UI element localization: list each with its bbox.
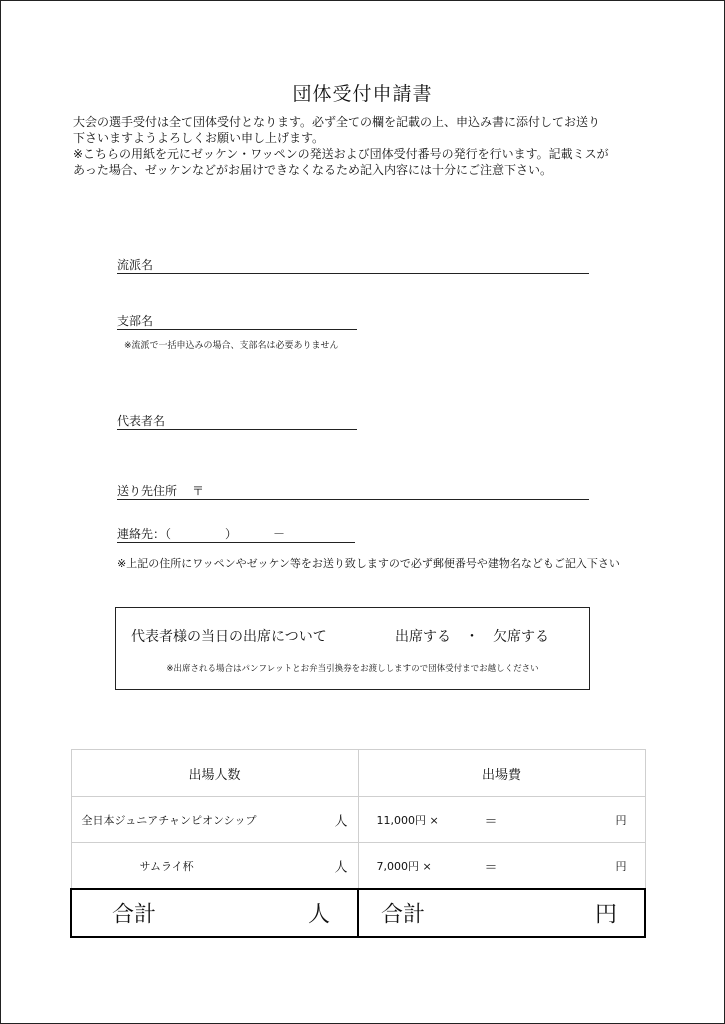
address-note: ※上記の住所にワッペンやゼッケン等をお送り致しますので必ず郵便番号や建物名などもご記入下さい bbox=[117, 557, 620, 570]
attendance-options[interactable]: 出席する ・ 欠席する bbox=[395, 629, 549, 645]
event-name: サムライ杯 bbox=[139, 859, 194, 873]
table-row bbox=[71, 797, 645, 843]
equals-sign: ＝ bbox=[484, 860, 498, 875]
shibu-label: 支部名 bbox=[117, 314, 154, 328]
contact-label: 連絡先：（ bbox=[117, 527, 172, 541]
shibu-field[interactable] bbox=[117, 313, 357, 330]
intro-text bbox=[73, 114, 663, 178]
daihyo-field[interactable] bbox=[117, 413, 357, 430]
intro-line: あった場合、ゼッケンなどがお届けできなくなるため記入内容には十分にご注意下さい。 bbox=[73, 163, 553, 177]
event-fee-cell[interactable] bbox=[358, 843, 645, 890]
event-count-cell[interactable] bbox=[71, 797, 358, 843]
total-unit-left: 人 bbox=[308, 902, 331, 928]
ryuha-field[interactable] bbox=[117, 257, 589, 274]
intro-line: ※こちらの用紙を元にゼッケン・ワッペンの発送および団体受付番号の発行を行います。記載ミスが bbox=[73, 147, 609, 161]
fees-table bbox=[70, 749, 646, 938]
event-price: 7,000円 × bbox=[376, 859, 432, 873]
contact-dash: － bbox=[273, 527, 286, 541]
intro-line: 下さいますようよろしくお願い申し上げます。 bbox=[73, 131, 325, 145]
equals-sign: ＝ bbox=[484, 814, 498, 829]
table-header-row bbox=[71, 750, 645, 797]
event-count-cell[interactable] bbox=[71, 843, 358, 890]
total-unit-right: 円 bbox=[595, 902, 618, 928]
person-unit: 人 bbox=[334, 860, 348, 875]
daihyo-label: 代表者名 bbox=[117, 414, 166, 428]
total-row bbox=[71, 889, 645, 937]
header-count: 出場人数 bbox=[71, 750, 358, 797]
total-count-cell[interactable] bbox=[71, 889, 358, 937]
ryuha-label: 流派名 bbox=[117, 258, 154, 272]
contact-field[interactable] bbox=[117, 526, 355, 543]
address-label: 送り先住所 bbox=[117, 484, 178, 498]
address-field[interactable] bbox=[117, 483, 589, 500]
total-label-right: 合計 bbox=[381, 902, 426, 928]
yen-unit: 円 bbox=[615, 859, 627, 873]
total-fee-cell[interactable] bbox=[358, 889, 645, 937]
header-fee: 出場費 bbox=[358, 750, 645, 797]
attendance-question: 代表者様の当日の出席について bbox=[131, 629, 327, 645]
attendance-box bbox=[115, 607, 590, 690]
contact-paren-close: ） bbox=[225, 527, 238, 541]
intro-line: 大会の選手受付は全て団体受付となります。必ず全ての欄を記載の上、申込み書に添付してお送り bbox=[73, 115, 601, 129]
attendance-note: ※出席される場合はパンフレットとお弁当引換券をお渡ししますので団体受付までお越しください bbox=[166, 664, 539, 674]
table-row bbox=[71, 843, 645, 890]
person-unit: 人 bbox=[334, 814, 348, 829]
yen-unit: 円 bbox=[615, 813, 627, 827]
event-price: 11,000円 × bbox=[376, 813, 439, 827]
shibu-note: ※流派で一括申込みの場合、支部名は必要ありません bbox=[124, 341, 339, 351]
total-label-left: 合計 bbox=[112, 902, 157, 928]
event-fee-cell[interactable] bbox=[358, 797, 645, 843]
postal-mark: 〒 bbox=[192, 484, 205, 498]
event-name: 全日本ジュニアチャンピオンシップ bbox=[81, 813, 257, 827]
form-title: 団体受付申請書 bbox=[292, 83, 433, 105]
